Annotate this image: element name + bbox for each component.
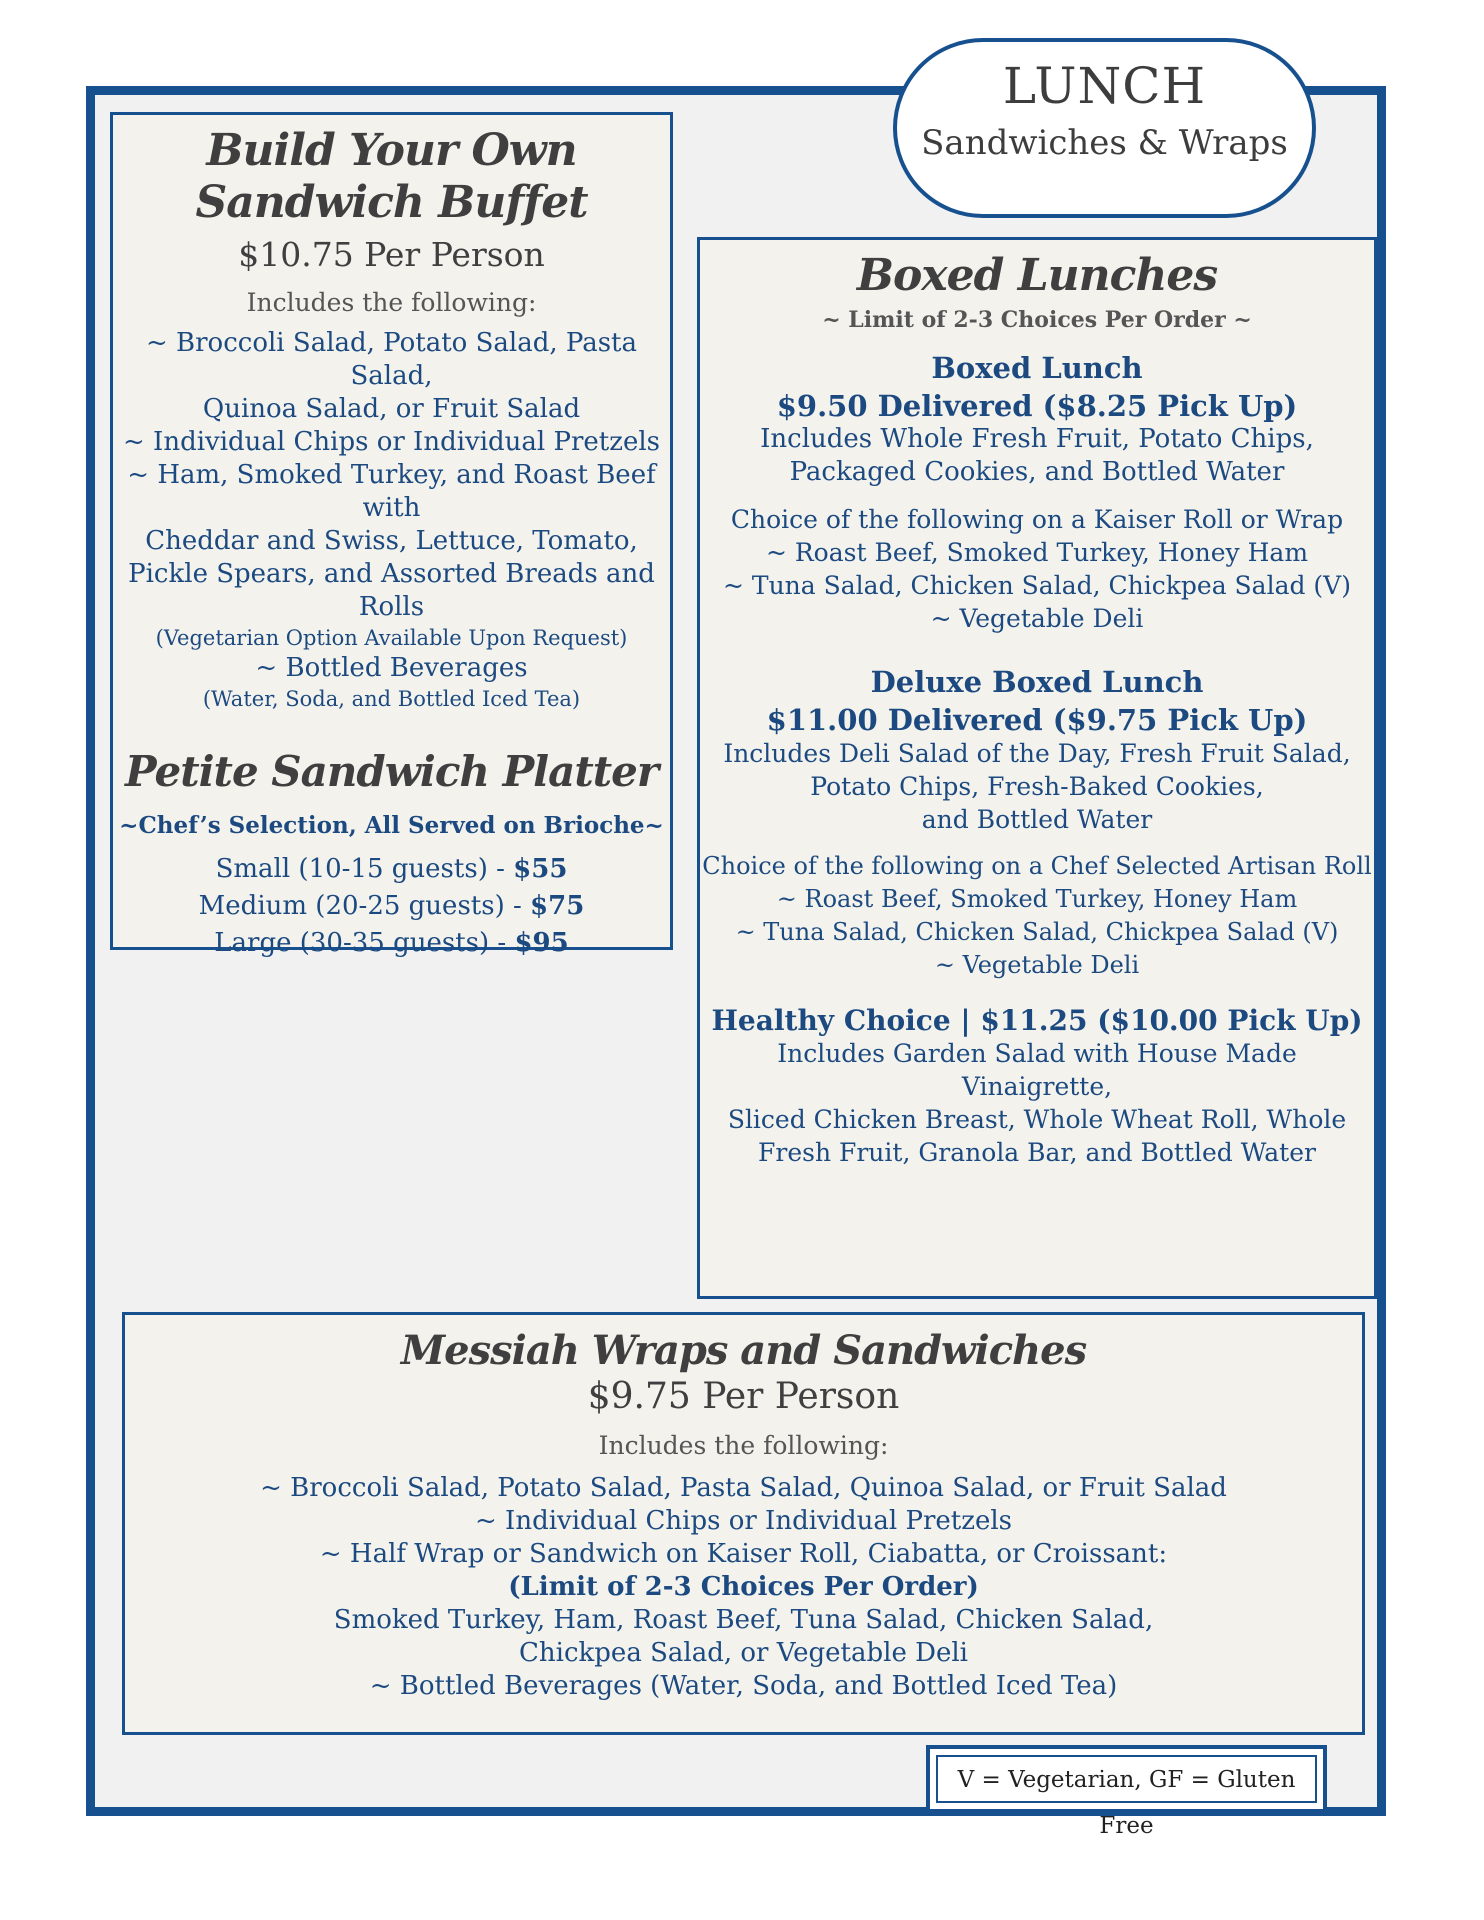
list-item: ~ Ham, Smoked Turkey, and Roast Beef with <box>127 460 656 523</box>
deluxe-lunch-price: $11.00 Delivered ($9.75 Pick Up) <box>766 703 1308 737</box>
legend-text: V = Vegetarian, GF = Gluten Free <box>936 1755 1317 1803</box>
platter-size-large: Large (30-35 guests) - $95 <box>214 928 569 958</box>
deluxe-lunch-choices: Choice of the following on a Chef Selected Artisan Roll ~ Roast Beef, Smoked Turkey, Honey Ham ~ Tuna Salad, Chicken Salad, Chickpea Salad (V) ~ Vegetable Deli <box>702 852 1372 979</box>
messiah-limit: (Limit of 2-3 Choices Per Order) <box>508 1572 979 1602</box>
list-item: ~ Bottled Beverages (Water, Soda, and Bottled Iced Tea) <box>369 1671 1118 1701</box>
boxed-lunch-name: Boxed Lunch <box>931 351 1143 385</box>
healthy-choice-name: Healthy Choice | $11.25 ($10.00 Pick Up) <box>711 1004 1363 1037</box>
buffet-section <box>110 112 673 958</box>
healthy-choice-includes: Includes Garden Salad with House Made Vinaigrette, Sliced Chicken Breast, Whole Wheat Roll, Whole Fresh Fruit, Granola Bar, and Bottled Water <box>727 1039 1347 1167</box>
platter-size-small: Small (10-15 guests) - $55 <box>215 854 568 884</box>
messiah-section <box>122 1312 1365 1735</box>
menu-title: LUNCH <box>1002 57 1207 115</box>
list-item: ~ Individual Chips or Individual Pretzels <box>123 427 660 457</box>
boxed-lunch-includes: Includes Whole Fresh Fruit, Potato Chips, Packaged Cookies, and Bottled Water <box>760 424 1314 487</box>
platter-subtitle: ~Chef’s Selection, All Served on Brioche~ <box>119 812 664 839</box>
platter-price-large: $95 <box>514 928 569 958</box>
list-item: ~ Half Wrap or Sandwich on Kaiser Roll, Ciabatta, or Croissant: <box>319 1539 1168 1569</box>
buffet-title-line1: Build Your Own <box>206 125 577 176</box>
list-item: Smoked Turkey, Ham, Roast Beef, Tuna Salad, Chicken Salad, <box>333 1605 1154 1635</box>
boxed-title: Boxed Lunches <box>856 250 1218 301</box>
deluxe-lunch-name: Deluxe Boxed Lunch <box>870 665 1204 699</box>
platter-title: Petite Sandwich Platter <box>125 747 658 796</box>
menu-title-badge <box>893 38 1316 218</box>
platter-price-medium: $75 <box>530 891 585 921</box>
list-item: Quinoa Salad, or Fruit Salad <box>202 394 581 424</box>
list-item: ~ Broccoli Salad, Potato Salad, Pasta Salad, Quinoa Salad, or Fruit Salad <box>260 1473 1227 1503</box>
platter-price-small: $55 <box>513 854 568 884</box>
menu-subtitle: Sandwiches & Wraps <box>921 123 1288 163</box>
list-item: ~ Individual Chips or Individual Pretzels <box>475 1506 1012 1536</box>
buffet-items <box>113 327 670 624</box>
legend-box <box>926 1745 1327 1839</box>
buffet-veg-note: (Vegetarian Option Available Upon Request) <box>155 626 628 650</box>
platter-sizes <box>113 851 670 962</box>
messiah-price: $9.75 Per Person <box>587 1376 900 1417</box>
boxed-lunches-section <box>697 237 1377 1299</box>
messiah-items <box>125 1472 1362 1703</box>
buffet-includes: Includes the following: <box>246 288 537 317</box>
messiah-title: Messiah Wraps and Sandwiches <box>400 1327 1087 1374</box>
list-item: Cheddar and Swiss, Lettuce, Tomato, <box>145 526 638 556</box>
boxed-lunch-price: $9.50 Delivered ($8.25 Pick Up) <box>776 389 1298 423</box>
boxed-limit: ~ Limit of 2-3 Choices Per Order ~ <box>822 307 1252 333</box>
buffet-beverages-note: (Water, Soda, and Bottled Iced Tea) <box>202 687 581 711</box>
platter-size-medium: Medium (20-25 guests) - $75 <box>198 891 585 921</box>
list-item: Pickle Spears, and Assorted Breads and Rolls <box>128 559 655 622</box>
list-item: Chickpea Salad, or Vegetable Deli <box>519 1638 968 1668</box>
buffet-title-line2: Sandwich Buffet <box>195 177 588 228</box>
deluxe-lunch-includes: Includes Deli Salad of the Day, Fresh Fruit Salad, Potato Chips, Fresh-Baked Cookies, and Bottled Water <box>723 739 1351 834</box>
buffet-price: $10.75 Per Person <box>238 235 545 274</box>
messiah-includes: Includes the following: <box>598 1431 889 1460</box>
boxed-lunch-choices: Choice of the following on a Kaiser Roll or Wrap ~ Roast Beef, Smoked Turkey, Honey Ham ~ Tuna Salad, Chicken Salad, Chickpea Salad (V) ~ Vegetable Deli <box>723 505 1351 633</box>
list-item: ~ Broccoli Salad, Potato Salad, Pasta Salad, <box>145 328 638 391</box>
buffet-beverages: ~ Bottled Beverages <box>255 653 528 683</box>
